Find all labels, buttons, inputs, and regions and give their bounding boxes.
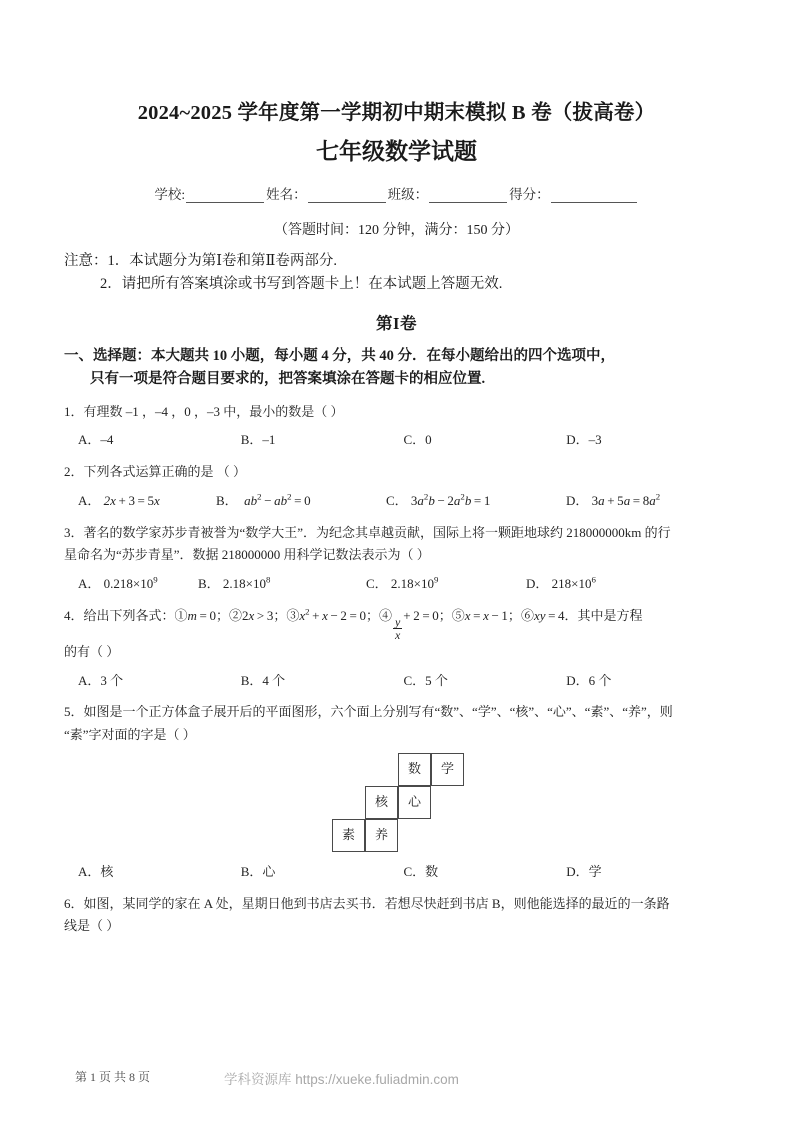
question-5-stem: 5．如图是一个正方体盒子展开后的平面图形，六个面上分别写有“数”、“学”、“核”、“心”、“素”、“养”，则: [64, 704, 673, 720]
question-2-option-c[interactable]: C． $3a^2b - 2a^2b = 1$: [386, 491, 491, 508]
class-label: 班级：: [387, 186, 429, 202]
cube-net-diagram: [332, 753, 464, 852]
question-2-option-a[interactable]: A． 2x + 3 = 5x: [78, 492, 160, 508]
section-heading: [64, 334, 729, 392]
page-title: 2024~2025 学年度第一学期初中期末模拟 B 卷（拔高卷）: [137, 102, 656, 124]
question-4-option-d[interactable]: D．6 个: [566, 672, 612, 688]
question-5-options: [64, 861, 729, 884]
question-4-stem-line2: 的有（ ）: [64, 643, 120, 659]
question-5-option-d[interactable]: D．学: [566, 863, 602, 879]
question-2-option-d[interactable]: D． $3a + 5a = 8a^2$: [566, 491, 661, 508]
question-5-option-c[interactable]: C．数: [403, 863, 439, 879]
page-footer: [0, 1068, 793, 1098]
q4-item-3: $③x^2 + x - 2 = 0$；: [286, 606, 379, 623]
page-number: 第 1 页 共 8 页: [75, 1070, 151, 1084]
student-info-line: [64, 167, 729, 203]
question-5: [64, 692, 729, 883]
question-5-stem-line2: “素”字对面的字是（ ）: [64, 727, 196, 743]
notes-label: 注意：: [64, 252, 108, 269]
question-4-option-b[interactable]: B．4 个: [240, 672, 286, 688]
question-3-option-a[interactable]: A． $0.218\times 10^9$: [78, 574, 158, 591]
question-1-options: [64, 423, 729, 452]
question-1-option-a[interactable]: A．–4: [78, 432, 114, 448]
q4-item-4: ④ $\frac{y}{x}$ + 2 = 0；: [378, 607, 452, 642]
question-6: [64, 884, 729, 939]
question-4-option-c[interactable]: C．5 个: [403, 672, 448, 688]
question-1: [64, 392, 729, 453]
school-input[interactable]: [186, 189, 264, 203]
q4-item-1: ①m = 0；: [174, 607, 229, 623]
instruction-1: 1．本试题分为第Ⅰ卷和第Ⅱ卷两部分.: [107, 252, 337, 269]
question-3-options: [64, 567, 729, 596]
section-heading-line1: 一、选择题：本大题共 10 小题，每小题 4 分，共 40 分．在每小题给出的四个选项中，: [64, 347, 615, 364]
net-cell-xue: 学: [431, 753, 464, 786]
question-4: [64, 596, 729, 693]
q4-item-5: ⑤x = x − 1；: [451, 607, 521, 623]
paper-part-title: 第I卷: [376, 313, 417, 333]
net-cell-yang: 养: [365, 819, 398, 852]
question-3-option-c[interactable]: C． $2.18\times 10^9$: [366, 574, 439, 591]
question-2: [64, 452, 729, 513]
question-3: [64, 513, 729, 596]
class-input[interactable]: [429, 189, 507, 203]
score-label: 得分：: [509, 186, 550, 202]
name-label: 姓名：: [266, 186, 307, 202]
question-1-option-c[interactable]: C．0: [403, 432, 432, 448]
instruction-2: 2．请把所有答案填涂或书写到答题卡上！在本试题上答题无效.: [100, 276, 503, 293]
score-input[interactable]: [551, 189, 637, 203]
question-2-options: [64, 484, 729, 513]
question-4-stem: 4．给出下列各式：①m = 0；②2x > 3；$③x^2 + x - 2 = 0$；④ $\frac{y}{x}$ + 2 = 0；⑤x = x − 1；⑥xy = 4．其中是方程: [64, 606, 643, 642]
question-1-option-b[interactable]: B．–1: [240, 432, 276, 448]
question-5-option-b[interactable]: B．心: [240, 863, 276, 879]
question-6-stem-line2: 线是（ ）: [64, 918, 120, 934]
section-heading-line2: 只有一项是符合题目要求的，把答案填涂在答题卡的相应位置.: [90, 371, 486, 388]
instruction-row-1: [64, 250, 729, 273]
net-cell-shu: 数: [398, 753, 431, 786]
q4-item-6: ⑥xy = 4．: [520, 607, 578, 623]
net-cell-su: 素: [332, 819, 365, 852]
question-4-option-a[interactable]: A．3 个: [78, 672, 124, 688]
question-5-option-a[interactable]: A．核: [78, 863, 114, 879]
instruction-row-2: [64, 273, 729, 296]
question-3-option-b[interactable]: B． $2.18\times 10^8$: [198, 574, 271, 591]
name-input[interactable]: [308, 189, 386, 203]
question-3-option-d[interactable]: D． $218\times 10^6$: [526, 574, 596, 591]
question-1-option-d[interactable]: D．–3: [566, 432, 602, 448]
question-3-stem: 3．著名的数学家苏步青被誉为“数学大王”．为纪念其卓越贡献，国际上将一颗距地球约 218000000km 的行: [64, 524, 671, 540]
net-cell-xin: 心: [398, 786, 431, 819]
instructions: [64, 239, 729, 297]
timing-note: （答题时间：120 分钟，满分：150 分）: [274, 222, 519, 238]
question-1-stem: 1．有理数 –1 ，–4 ，0 ，–3 中，最小的数是（ ）: [64, 403, 344, 419]
question-4-options: [64, 664, 729, 693]
question-6-stem: 6．如图，某同学的家在 A 处，星期日他到书店去买书．若想尽快赶到书店 B，则他能选择的最近的一条路: [64, 895, 670, 911]
question-2-stem: 2．下列各式运算正确的是 （ ）: [64, 464, 247, 479]
question-3-stem-line2: 星命名为“苏步青星”．数据 218000000 用科学记数法表示为（ ）: [64, 547, 430, 563]
net-cell-he: 核: [365, 786, 398, 819]
question-2-option-b[interactable]: B． $ab^2 - ab^2 = 0$: [216, 491, 311, 508]
question-5-figure: [64, 749, 729, 861]
school-label: 学校:: [154, 186, 186, 202]
q4-item-2: ②2x > 3；: [228, 607, 287, 623]
watermark: 学科资源库 https://xueke.fuliadmin.com: [224, 1072, 459, 1087]
page-subtitle: 七年级数学试题: [316, 138, 477, 164]
